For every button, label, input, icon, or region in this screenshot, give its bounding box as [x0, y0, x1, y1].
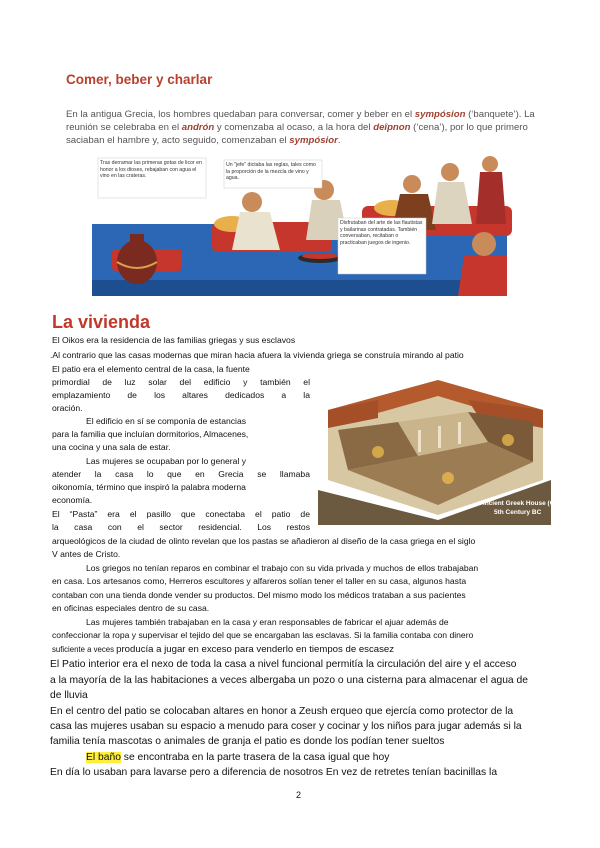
- paragraph-line: En día lo usaban para lavarse pero a diferencia de nosotros En vez de retretes tenían bacinillas la: [50, 767, 498, 778]
- paragraph-line: Las mujeres se ocupaban por lo general y: [86, 456, 247, 466]
- paragraph-line: primordial de luz solar del edificio y también el: [52, 377, 310, 387]
- paragraph-line: El “Pasta” era el pasillo que conectaba el patio de: [52, 509, 310, 519]
- illustration-note-1: Tras derramar las primeras gotas de licor en honor a los dioses, rebajaban con agua el vino en las crateras.: [100, 160, 202, 179]
- paragraph-line: una cocina y una sala de estar.: [52, 442, 171, 452]
- paragraph-line: En el centro del patio se colocaban altares en honor a Zeush erqueo que ejercía como protector de la: [50, 706, 514, 717]
- paragraph-line: oikonomía, término que inspiró la palabra moderna: [52, 482, 246, 492]
- paragraph-line: la casa con el sector residencial. Los restos: [52, 522, 310, 532]
- paragraph-line: arqueológicos de la ciudad de olinto revelan que los pastas se añadieron al diseño de la casa griega en el siglo: [52, 536, 476, 546]
- house-caption-line1: Ancient Greek House (Oikos): [480, 500, 570, 507]
- paragraph-line: contaban con una tienda donde vender su productos. Del mismo modo los médicos trataban a sus pacientes: [52, 590, 466, 600]
- section-intro: En la antigua Grecia, los hombres quedaban para conversar, comer y beber en el sympósion (‘banquete’). La reunión se celebraba en el andrón y comenzaba al ocaso, a la hora del deîpnon (‘cena’), por lo que primero saciaban el hambre y, acto seguido, comenzaban el sympósior.: [66, 109, 535, 146]
- house-caption-line2: 5th Century BC: [494, 509, 542, 516]
- paragraph-line: a la mayoría de la las habitaciones a veces albergaba un pozo o una cisterna para almacenar el agua de: [50, 675, 528, 686]
- paragraph-line: oración.: [52, 403, 83, 413]
- paragraph-line: El edificio en sí se componía de estancias: [86, 416, 247, 426]
- paragraph-line: emplazamiento de los altares dedicados a la: [52, 390, 310, 400]
- paragraph-line: familia tenía mascotas o animales de granja el patio es donde los podían tener sueltos: [50, 736, 445, 747]
- paragraph-line: casa las mujeres usaban su espacio a menudo para coser y cocinar y los niños para jugar además si la: [50, 721, 522, 732]
- vivienda-title: La vivienda: [52, 312, 151, 332]
- paragraph-line: El baño se encontraba en la parte trasera de la casa igual que hoy: [86, 752, 390, 763]
- greek-house-illustration: [318, 370, 570, 525]
- highlighted-term: El baño: [86, 752, 121, 763]
- paragraph-line: confeccionar la ropa y supervisar el tejido del que se encargaban las esclavas. Si la familia contaba con dinero: [52, 630, 474, 640]
- illustration-note-3: Disfrutaban del arte de las flautistas y bailarinas contratadas. También conversaban, recitaban o practicaban juegos de ingenio.: [340, 220, 423, 246]
- paragraph-line: El patio era el elemento central de la casa, la fuente: [52, 364, 250, 374]
- banquet-illustration: [92, 154, 507, 296]
- paragraph-line: en oficinas especiales dentro de su casa.: [52, 603, 210, 613]
- paragraph-line: .Al contrario que las casas modernas que miran hacia afuera la vivienda griega se construía mirando al patio: [50, 350, 464, 360]
- paragraph-line: para la familia que incluían dormitorios, Almacenes,: [52, 429, 249, 439]
- paragraph-line: atender la casa lo que en Grecia se llamaba: [52, 469, 310, 479]
- paragraph-line: suficiente a veces producía a jugar en exceso para venderlo en tiempos de escasez: [52, 644, 395, 655]
- paragraph-line: en casa. Los artesanos como, Herreros escultores y alfareros solían tener el taller en su casa, algunos hasta: [52, 576, 467, 586]
- page-number: 2: [296, 790, 302, 800]
- paragraph-line: de lluvia: [50, 690, 88, 701]
- paragraph-line: El Oikos era la residencia de las familias griegas y sus esclavos: [52, 335, 296, 345]
- paragraph-line: V antes de Cristo.: [52, 549, 121, 559]
- section-title: Comer, beber y charlar: [66, 72, 213, 87]
- paragraph-line: El Patio interior era el nexo de toda la casa a nivel funcional permitía la circulación del aire y el acceso: [50, 659, 517, 670]
- paragraph-line: Los griegos no tenían reparos en combinar el trabajo con su vida privada y muchos de ellos trabajaban: [86, 563, 479, 573]
- illustration-note-2: Un "jefe" dictaba las reglas, tales como la proporción de la mezcla de vino y agua.: [226, 162, 316, 181]
- paragraph-line: economía.: [52, 495, 93, 505]
- paragraph-line: Las mujeres también trabajaban en la casa y eran responsables de fabricar el ajuar además de: [86, 617, 449, 627]
